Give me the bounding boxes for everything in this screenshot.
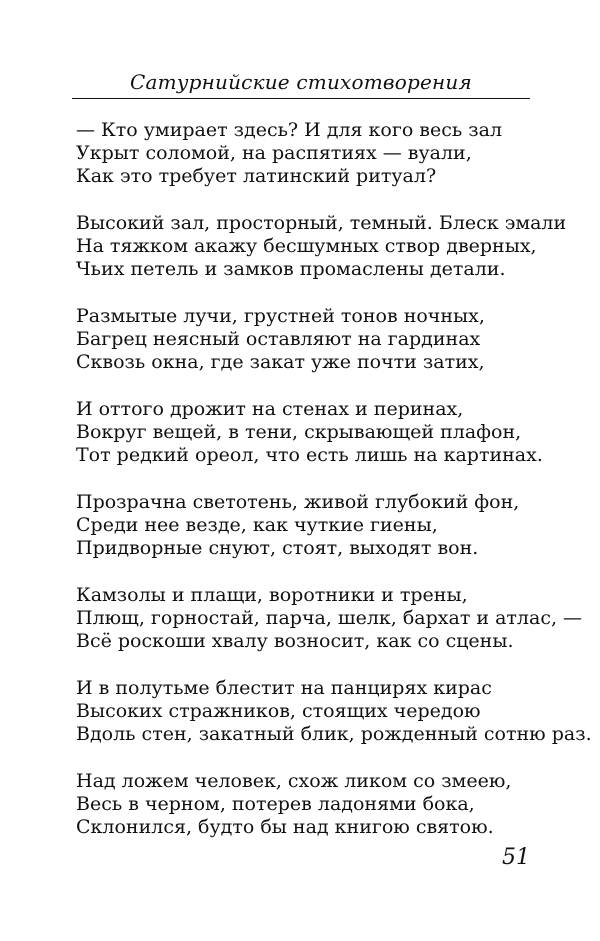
poem-line: Тот редкий ореол, что есть лишь на картинах. — [76, 444, 543, 466]
stanza-6 — [76, 584, 583, 653]
poem-line: — Кто умирает здесь? И для кого весь зал — [76, 119, 503, 141]
poem-line: Багрец неясный оставляют на гардинах — [76, 328, 481, 350]
poem-body — [76, 119, 592, 863]
poem-line: И оттого дрожит на стенах и перинах, — [76, 398, 464, 420]
poem-line: Весь в черном, потерев ладонями бока, — [76, 793, 475, 815]
poem-line: Высокий зал, просторный, темный. Блеск эмали — [76, 212, 567, 234]
poem-line: Чьих петель и замков промаслены детали. — [76, 258, 506, 280]
page-number: 51 — [502, 845, 530, 870]
poem-line: Высоких стражников, стоящих чередою — [76, 700, 481, 722]
poem-line: Прозрачна светотень, живой глубокий фон, — [76, 491, 520, 513]
poem-line: Камзолы и плащи, воротники и трены, — [76, 584, 468, 606]
stanza-3 — [76, 305, 534, 374]
poem-line: Вдоль стен, закатный блик, рожденный сотню раз. — [76, 723, 592, 745]
stanza-2 — [76, 212, 567, 281]
stanza-1 — [76, 119, 534, 188]
poem-line: Всё роскоши хвалу возносит, как со сцены. — [76, 630, 514, 652]
running-head: Сатурнийские стихотворения — [130, 70, 472, 94]
poem-line: Как это требует латинский ритуал? — [76, 165, 437, 187]
stanza-7 — [76, 677, 592, 746]
poem-line: Придворные снуют, стоят, выходят вон. — [76, 537, 479, 559]
stanza-8 — [76, 770, 534, 839]
poem-line: Плющ, горностай, парча, шелк, бархат и атлас, — — [76, 607, 583, 629]
poem-line: Над ложем человек, схож ликом со змеею, — [76, 770, 512, 792]
poem-line: Вокруг вещей, в тени, скрывающей плафон, — [76, 421, 522, 443]
poem-line: Склонился, будто бы над книгою святою. — [76, 816, 494, 838]
poem-line: Укрыт соломой, на распятиях — вуали, — [76, 142, 472, 164]
poem-line: На тяжком акажу бесшумных створ дверных, — [76, 235, 537, 257]
poem-line: Среди нее везде, как чуткие гиены, — [76, 514, 438, 536]
poem-line: И в полутьме блестит на панцирях кирас — [76, 677, 492, 699]
poem-line: Размытые лучи, грустней тонов ночных, — [76, 305, 485, 327]
header-rule — [72, 98, 530, 99]
stanza-4 — [76, 398, 543, 467]
stanza-5 — [76, 491, 534, 560]
poem-line: Сквозь окна, где закат уже почти затих, — [76, 351, 485, 373]
